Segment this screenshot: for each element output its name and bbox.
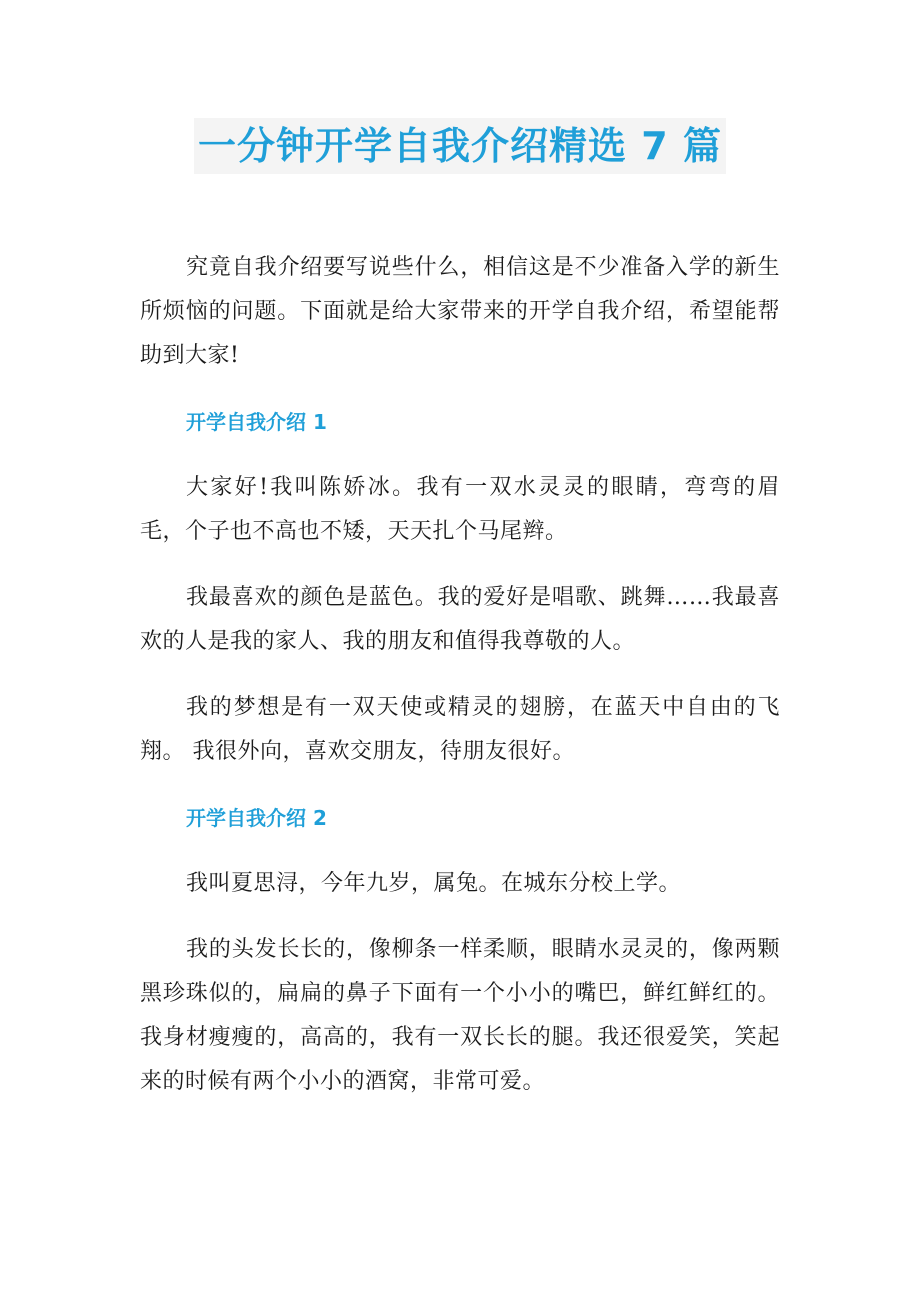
document-body [140,246,780,1126]
intro-paragraph: 究竟自我介绍要写说些什么，相信这是不少准备入学的新生所烦恼的问题。下面就是给大家带来的开学自我介绍，希望能帮助到大家! [140,255,780,368]
section-2-paragraph-1: 我叫夏思浔，今年九岁，属兔。在城东分校上学。 [186,871,682,896]
section-1-paragraph-2: 我最喜欢的颜色是蓝色。我的爱好是唱歌、跳舞……我最喜欢的人是我的家人、我的朋友和值得我尊敬的人。 [140,585,780,654]
section-heading-1: 开学自我介绍 1 [186,410,327,434]
section-2-paragraph-2: 我的头发长长的，像柳条一样柔顺，眼睛水灵灵的，像两颗黑珍珠似的，扁扁的鼻子下面有一个小小的嘴巴，鲜红鲜红的。我身材瘦瘦的，高高的，我有一双长长的腿。我还很爱笑，笑起来的时候有两个小小的酒窝，非常可爱。 [140,937,780,1094]
document-title: 一分钟开学自我介绍精选 7 篇 [194,118,726,174]
section-1-paragraph-1: 大家好!我叫陈娇冰。我有一双水灵灵的眼睛，弯弯的眉毛，个子也不高也不矮，天天扎个马尾辫。 [140,475,780,544]
section-1-paragraph-3: 我的梦想是有一双天使或精灵的翅膀，在蓝天中自由的飞翔。 我很外向，喜欢交朋友，待朋友很好。 [140,695,780,764]
title-container [0,118,920,174]
section-heading-2: 开学自我介绍 2 [186,806,327,830]
